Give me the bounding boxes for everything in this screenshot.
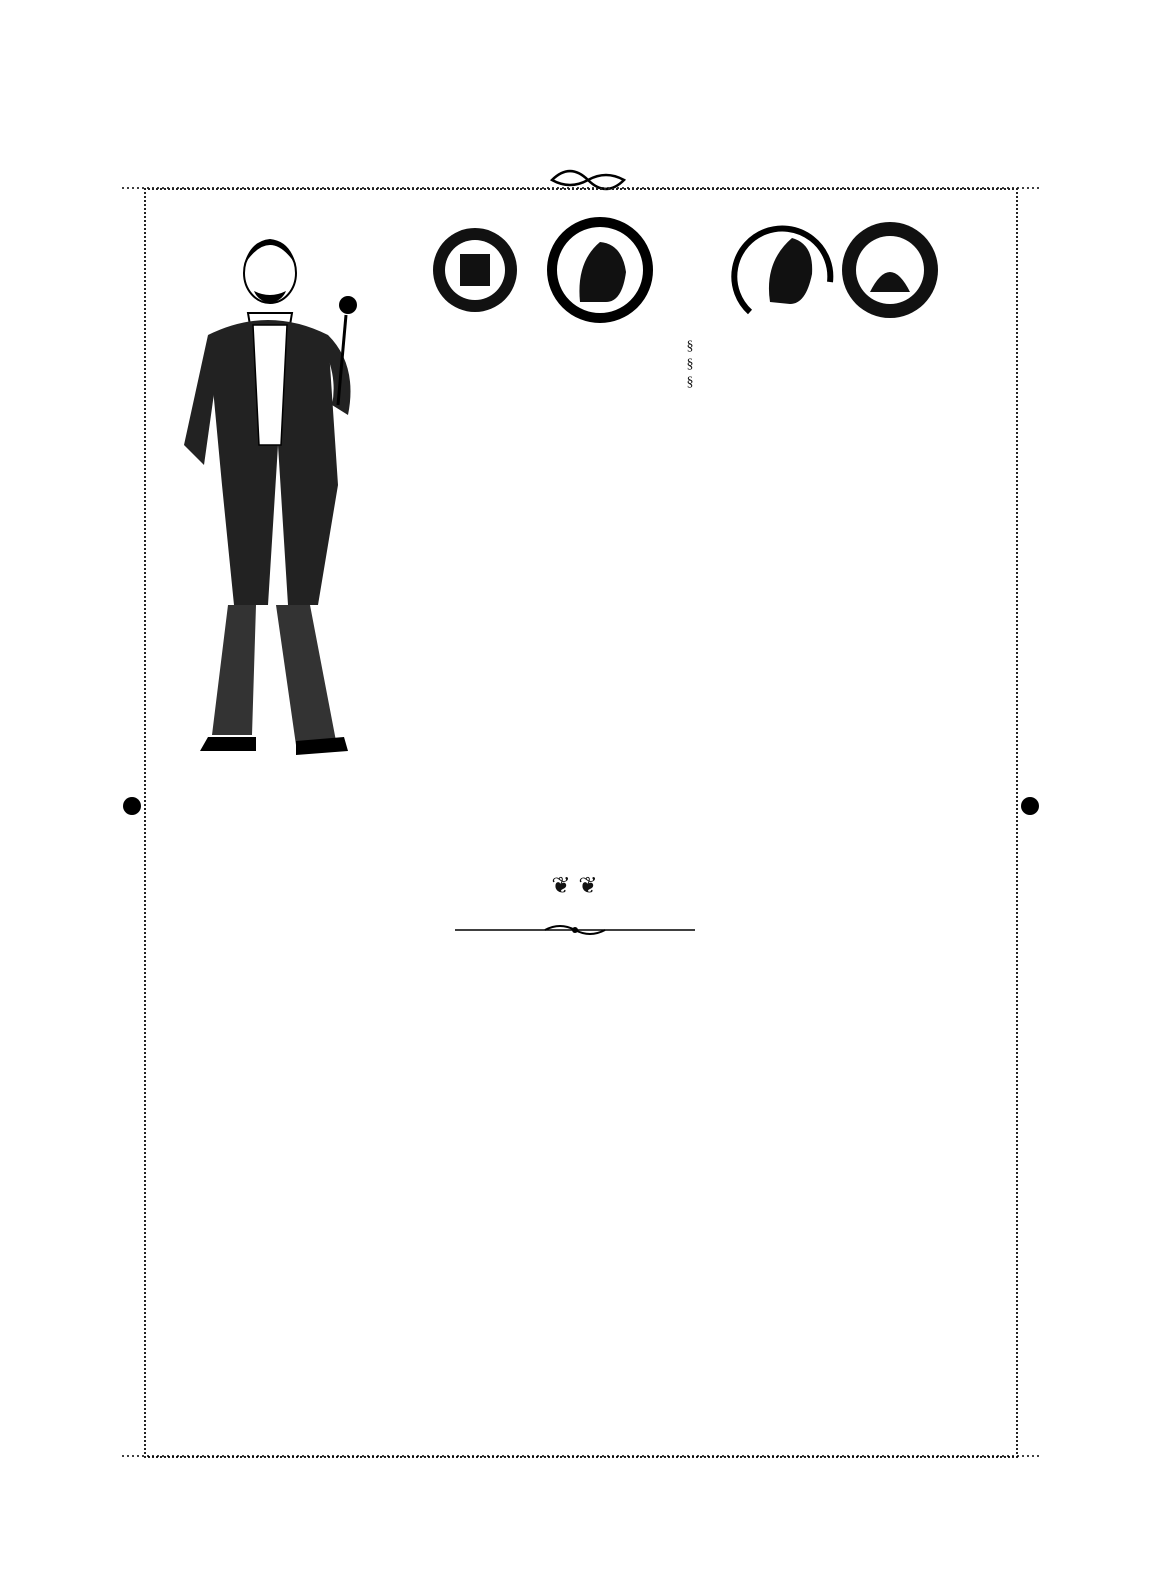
bottom-border-ornament [122,1452,1040,1488]
hirsch-advertisement [380,328,1000,406]
ad1-branches [380,338,1000,392]
medal-coat-of-arms [433,228,517,312]
branch-separator: § § § [686,339,694,390]
ad2-office-line [175,873,975,899]
medal-portrait-profile [734,229,830,312]
medal-portrait-napoleon [552,222,648,318]
top-border-ornament [122,158,1040,192]
ad2-bottom-ornament [455,923,695,937]
medal-reverse [842,222,938,318]
branches-left-column [408,338,683,392]
flourish-icon: ❦ [551,873,572,898]
award-medals [430,212,950,332]
gentleman-illustration [178,225,393,770]
branches-right-column [697,338,972,392]
flourish-icon: ❦ [578,873,599,898]
weihe-advertisement [175,855,975,942]
scroll-divider-ornament [122,784,1040,828]
